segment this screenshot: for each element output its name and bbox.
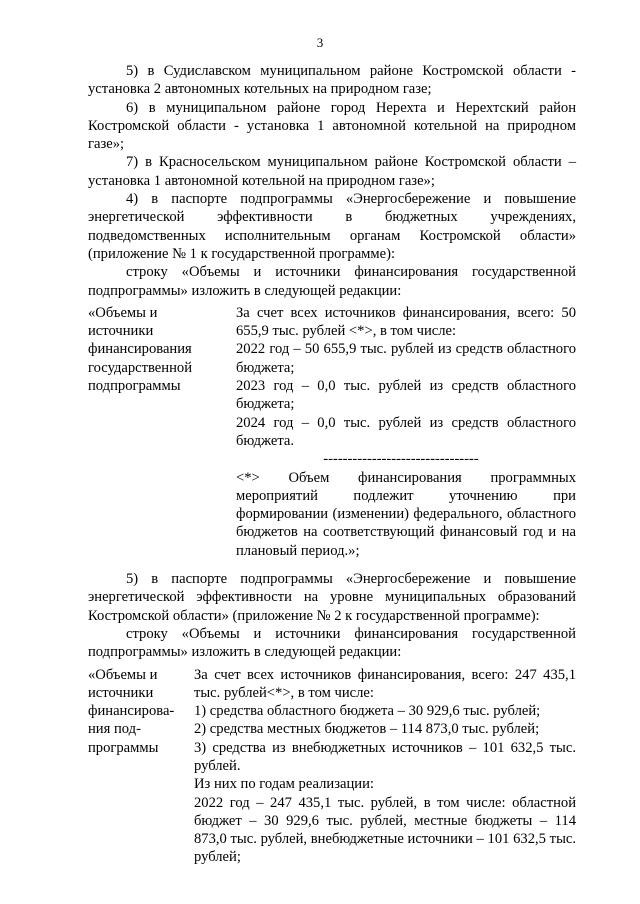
funding-year-2023: 2023 год – 0,0 тыс. рублей из средств областного бюджета; [236,378,576,413]
page-number: 3 [316,35,324,50]
funding-total: За счет всех источников финансирования, всего: 247 435,1 тыс. рублей<*>, в том числе: [194,666,576,701]
paragraph-item-6-nerekhta: 6) в муниципальном районе город Нерехта и Нерехтский район Костромской области - установка 1 автономной котельной на природном газе»; [88,99,576,153]
funding-table-2 [88,666,576,867]
funding-regional-budget: 1) средства областного бюджета – 30 929,6 тыс. рублей; [194,703,541,720]
funding-year-2024: 2024 год – 0,0 тыс. рублей из средств областного бюджета. [236,414,576,449]
funding-table-1-label [88,304,236,560]
label-line: источники [88,684,154,701]
paragraph-item-5-sudislavl: 5) в Судиславском муниципальном районе Костромской области - установка 2 автономных котельных на природном газе; [88,63,576,98]
funding-extrabudgetary: 3) средства из внебюджетных источников – 101 632,5 тыс. рублей. [194,739,576,774]
paragraph-row-instruction-2: строку «Объемы и источники финансирования государственной подпрограммы» изложить в следующей редакции: [88,625,576,661]
funding-by-years-heading: Из них по годам реализации: [194,776,374,793]
funding-table-1-content [236,304,576,560]
paragraph-row-instruction-1: строку «Объемы и источники финансирования государственной подпрограммы» изложить в следующей редакции: [88,264,576,299]
document-body [88,62,576,867]
footnote-separator: -------------------------------- [323,451,479,468]
paragraph-amendment-5: 5) в паспорте подпрограммы «Энергосбережение и повышение энергетической эффективности на уровне муниципальных образований Костромской области» (приложение № 2 к государственной программе): [88,571,576,624]
paragraph-item-7-krasnoe: 7) в Красносельском муниципальном районе Костромской области – установка 1 автономной котельной на природном газе»; [88,154,576,189]
funding-local-budgets: 2) средства местных бюджетов – 114 873,0 тыс. рублей; [194,721,540,738]
label-line: «Объемы и [88,666,158,683]
paragraph-amendment-4: 4) в паспорте подпрограммы «Энергосбережение и повышение энергетической эффективности в бюджетных учреждениях, подведомственных исполнительным органам Костромской области» (приложение № 1 к государственной программе): [88,191,576,262]
label-line: источники [88,323,154,340]
funding-total: За счет всех источников финансирования, всего: 50 655,9 тыс. рублей <*>, в том числе: [236,304,576,340]
funding-table-1 [88,304,576,560]
label-line: государственной [88,359,193,376]
label-line: финансирования [88,341,192,358]
label-line: программы [88,739,159,756]
label-line: «Объемы и [88,304,158,321]
funding-year-2022: 2022 год – 50 655,9 тыс. рублей из средств областного бюджета; [236,341,576,376]
funding-year-2022: 2022 год – 247 435,1 тыс. рублей, в том числе: областной бюджет – 30 929,6 тыс. рублей, местные бюджеты – 114 873,0 тыс. рублей, внебюджетные источники – 101 632,5 тыс. рублей; [194,794,576,866]
funding-table-2-label [88,666,194,867]
label-line: ния под- [88,721,141,738]
label-line: финансирова- [88,703,175,720]
label-line: подпрограммы [88,378,181,395]
funding-table-2-content [194,666,576,867]
footnote-text: <*> Объем финансирования программных мероприятий подлежит уточнению при формировании (изменении) федерального, областного бюджетов на соответствующий финансовый год и на плановый период.»; [236,469,576,559]
